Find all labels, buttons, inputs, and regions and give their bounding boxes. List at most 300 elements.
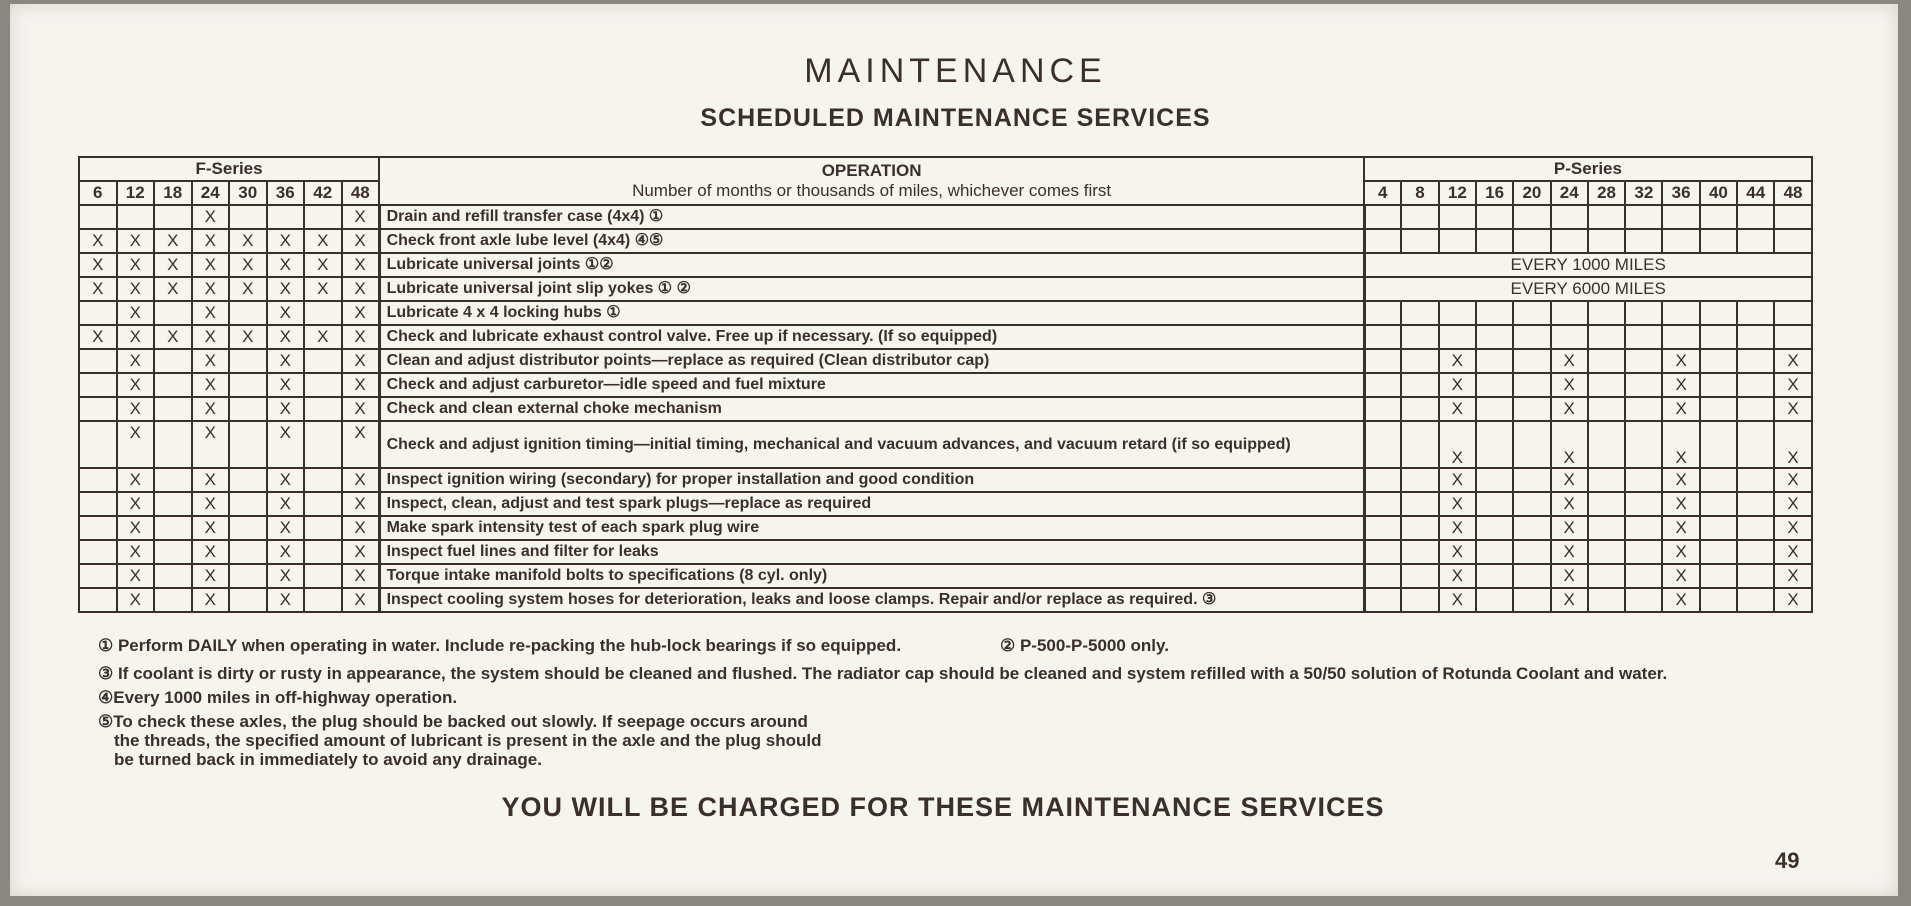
p-series-cell: [1700, 588, 1737, 612]
p-series-cell: [1737, 229, 1774, 253]
operation-cell: Lubricate universal joint slip yokes ① ②: [379, 277, 1364, 301]
f-interval-header: 18: [154, 181, 192, 205]
table-row: [79, 301, 1812, 325]
maintenance-schedule-table: [78, 156, 1813, 613]
p-series-cell: [1737, 468, 1774, 492]
p-series-cell: [1513, 397, 1550, 421]
f-series-cell: [79, 540, 117, 564]
p-series-cell: [1625, 205, 1662, 229]
f-series-cell: [267, 205, 305, 229]
p-series-cell: [1737, 301, 1774, 325]
f-series-cell: [79, 301, 117, 325]
f-series-mark: X: [304, 253, 342, 277]
f-series-mark: X: [342, 253, 380, 277]
p-series-mark: X: [1551, 540, 1588, 564]
f-series-cell: [229, 564, 267, 588]
p-series-mark: X: [1662, 397, 1699, 421]
f-series-mark: X: [117, 373, 155, 397]
p-series-cell: [1774, 325, 1811, 349]
f-series-mark: X: [342, 373, 380, 397]
f-series-mark: X: [267, 540, 305, 564]
f-series-mark: X: [267, 253, 305, 277]
f-series-cell: [304, 205, 342, 229]
f-series-mark: X: [267, 349, 305, 373]
f-series-mark: X: [154, 325, 192, 349]
p-series-cell: [1588, 540, 1625, 564]
p-series-cell: [1364, 373, 1401, 397]
f-series-mark: X: [117, 492, 155, 516]
operation-label: OPERATION: [821, 161, 922, 180]
table-row: [79, 540, 1812, 564]
p-series-cell: [1737, 492, 1774, 516]
p-series-cell: [1364, 588, 1401, 612]
table-row: [79, 492, 1812, 516]
f-series-mark: X: [229, 325, 267, 349]
p-series-cell: [1513, 492, 1550, 516]
footnote-4: ④Every 1000 miles in off-highway operation.: [98, 688, 458, 707]
f-series-cell: [229, 468, 267, 492]
p-series-cell: [1513, 421, 1550, 468]
p-series-mark: X: [1774, 516, 1811, 540]
f-series-mark: X: [267, 229, 305, 253]
p-series-cell: [1625, 373, 1662, 397]
f-series-cell: [304, 540, 342, 564]
p-series-cell: [1588, 373, 1625, 397]
p-series-cell: [1476, 205, 1513, 229]
p-series-mark: X: [1551, 421, 1588, 468]
p-series-cell: [1737, 516, 1774, 540]
p-series-mark: X: [1551, 492, 1588, 516]
f-series-cell: [154, 588, 192, 612]
p-interval-header: 36: [1662, 181, 1699, 205]
p-series-cell: [1513, 229, 1550, 253]
p-series-cell: [1513, 468, 1550, 492]
p-series-cell: [1513, 325, 1550, 349]
table-row: [79, 325, 1812, 349]
p-series-cell: [1774, 301, 1811, 325]
f-series-mark: X: [117, 421, 155, 468]
p-interval-header: 24: [1551, 181, 1588, 205]
operation-cell: Inspect, clean, adjust and test spark plugs—replace as required: [379, 492, 1364, 516]
f-series-cell: [154, 421, 192, 468]
p-series-mark: X: [1439, 588, 1476, 612]
p-series-mark: X: [1774, 564, 1811, 588]
p-series-cell: [1513, 349, 1550, 373]
p-series-cell: [1700, 468, 1737, 492]
f-series-mark: X: [342, 421, 380, 468]
operation-cell: Lubricate universal joints ①②: [379, 253, 1364, 277]
p-series-cell: [1364, 229, 1401, 253]
operation-cell: Check front axle lube level (4x4) ④⑤: [379, 229, 1364, 253]
f-series-cell: [229, 373, 267, 397]
p-series-cell: [1588, 492, 1625, 516]
table-row: [79, 253, 1812, 277]
f-series-mark: X: [229, 253, 267, 277]
p-series-cell: [1737, 421, 1774, 468]
table-row: [79, 468, 1812, 492]
p-series-cell: [1364, 516, 1401, 540]
f-series-mark: X: [304, 277, 342, 301]
p-series-cell: [1774, 205, 1811, 229]
p-series-cell: [1364, 325, 1401, 349]
f-series-cell: [79, 373, 117, 397]
f-interval-header: 48: [342, 181, 380, 205]
f-series-mark: X: [192, 373, 230, 397]
p-series-cell: [1401, 564, 1438, 588]
p-series-cell: [1476, 397, 1513, 421]
p-series-cell: [1551, 205, 1588, 229]
p-interval-header: 28: [1588, 181, 1625, 205]
f-series-cell: [79, 397, 117, 421]
operation-cell: Drain and refill transfer case (4x4) ①: [379, 205, 1364, 229]
p-series-cell: [1625, 325, 1662, 349]
f-series-cell: [229, 540, 267, 564]
p-series-mark: X: [1551, 588, 1588, 612]
p-series-mark: X: [1662, 540, 1699, 564]
p-series-cell: [1588, 588, 1625, 612]
f-series-mark: X: [192, 564, 230, 588]
f-series-mark: X: [117, 516, 155, 540]
f-interval-header: 42: [304, 181, 342, 205]
p-series-mark: X: [1662, 373, 1699, 397]
p-series-cell: [1625, 349, 1662, 373]
f-series-mark: X: [342, 349, 380, 373]
f-series-cell: [229, 397, 267, 421]
f-series-mark: X: [192, 349, 230, 373]
f-series-cell: [304, 588, 342, 612]
f-series-cell: [304, 373, 342, 397]
f-series-mark: X: [342, 468, 380, 492]
f-series-mark: X: [267, 516, 305, 540]
p-series-cell: [1364, 492, 1401, 516]
f-series-cell: [117, 205, 155, 229]
f-series-mark: X: [342, 325, 380, 349]
p-series-mark: X: [1439, 468, 1476, 492]
table-row: [79, 205, 1812, 229]
operation-cell: Check and adjust ignition timing—initial timing, mechanical and vacuum advances, and vacuum retard (if so equipped): [379, 421, 1364, 468]
p-series-cell: [1625, 397, 1662, 421]
f-series-mark: X: [229, 229, 267, 253]
p-series-cell: [1625, 229, 1662, 253]
p-series-cell: [1401, 229, 1438, 253]
p-series-cell: [1476, 301, 1513, 325]
p-series-cell: [1737, 564, 1774, 588]
p-series-header: P-Series: [1364, 157, 1812, 181]
p-series-cell: [1551, 301, 1588, 325]
p-series-mark: X: [1774, 397, 1811, 421]
f-series-cell: [154, 540, 192, 564]
p-interval-header: 4: [1364, 181, 1401, 205]
p-series-cell: [1737, 540, 1774, 564]
table-row: [79, 564, 1812, 588]
p-series-cell: [1588, 205, 1625, 229]
f-series-header: F-Series: [79, 157, 379, 181]
f-interval-header: 6: [79, 181, 117, 205]
p-series-cell: [1774, 229, 1811, 253]
f-series-cell: [304, 349, 342, 373]
f-series-mark: X: [304, 229, 342, 253]
p-series-cell: [1364, 349, 1401, 373]
p-series-mark: X: [1662, 349, 1699, 373]
p-series-cell: [1364, 564, 1401, 588]
p-series-cell: [1401, 588, 1438, 612]
p-series-cell: [1700, 540, 1737, 564]
p-series-cell: [1364, 540, 1401, 564]
p-series-cell: [1737, 588, 1774, 612]
p-series-cell: [1700, 325, 1737, 349]
f-series-mark: X: [267, 373, 305, 397]
f-series-mark: X: [267, 492, 305, 516]
p-series-mark: X: [1662, 492, 1699, 516]
p-series-cell: [1588, 301, 1625, 325]
p-series-cell: [1625, 301, 1662, 325]
p-series-cell: [1625, 564, 1662, 588]
f-series-mark: X: [117, 540, 155, 564]
p-series-cell: [1401, 397, 1438, 421]
f-interval-header: 30: [229, 181, 267, 205]
f-series-mark: X: [79, 253, 117, 277]
f-series-cell: [79, 564, 117, 588]
f-series-cell: [79, 468, 117, 492]
p-series-mark: X: [1551, 373, 1588, 397]
f-series-cell: [229, 205, 267, 229]
p-series-mark: X: [1439, 349, 1476, 373]
f-series-mark: X: [192, 277, 230, 301]
f-series-mark: X: [192, 468, 230, 492]
f-series-mark: X: [117, 349, 155, 373]
p-series-mark: X: [1662, 588, 1699, 612]
f-series-mark: X: [117, 277, 155, 301]
p-series-cell: [1401, 516, 1438, 540]
f-series-cell: [79, 588, 117, 612]
p-series-mark: X: [1551, 397, 1588, 421]
p-series-cell: [1700, 349, 1737, 373]
f-series-mark: X: [304, 325, 342, 349]
p-series-cell: [1700, 301, 1737, 325]
footnote-5-line-2: the threads, the specified amount of lubricant is present in the axle and the plug should: [114, 731, 822, 750]
header-row: [79, 157, 1812, 181]
p-series-cell: [1364, 468, 1401, 492]
f-series-cell: [304, 421, 342, 468]
p-series-cell: [1513, 373, 1550, 397]
p-series-cell: [1476, 325, 1513, 349]
operation-cell: Check and lubricate exhaust control valve. Free up if necessary. (If so equipped): [379, 325, 1364, 349]
p-series-cell: [1476, 421, 1513, 468]
f-series-cell: [154, 564, 192, 588]
p-series-mark: X: [1774, 492, 1811, 516]
p-interval-header: 48: [1774, 181, 1811, 205]
p-interval-header: 40: [1700, 181, 1737, 205]
f-series-mark: X: [342, 564, 380, 588]
f-series-mark: X: [267, 468, 305, 492]
footnote-5-line-1: ⑤To check these axles, the plug should be backed out slowly. If seepage occurs around: [98, 712, 808, 731]
f-series-mark: X: [79, 229, 117, 253]
p-series-cell: [1588, 325, 1625, 349]
f-series-cell: [304, 564, 342, 588]
p-series-cell: [1476, 373, 1513, 397]
p-series-cell: [1662, 301, 1699, 325]
f-series-mark: X: [117, 397, 155, 421]
p-series-cell: [1662, 325, 1699, 349]
f-series-mark: X: [267, 564, 305, 588]
p-series-cell: [1476, 588, 1513, 612]
p-series-cell: [1513, 588, 1550, 612]
f-series-cell: [79, 349, 117, 373]
p-series-cell: [1737, 325, 1774, 349]
f-series-cell: [229, 516, 267, 540]
p-series-mark: X: [1439, 564, 1476, 588]
f-series-mark: X: [192, 229, 230, 253]
operation-cell: Inspect cooling system hoses for deterioration, leaks and loose clamps. Repair and/or replace as required. ③: [379, 588, 1364, 612]
f-series-mark: X: [342, 205, 380, 229]
charge-notice: YOU WILL BE CHARGED FOR THESE MAINTENANCE SERVICES: [501, 792, 1385, 822]
p-series-mark: X: [1662, 516, 1699, 540]
p-series-cell: [1700, 492, 1737, 516]
f-series-mark: X: [342, 492, 380, 516]
f-series-mark: X: [117, 301, 155, 325]
f-series-mark: X: [192, 516, 230, 540]
f-series-mark: X: [192, 588, 230, 612]
p-series-cell: [1737, 373, 1774, 397]
p-series-cell: [1439, 301, 1476, 325]
operation-cell: Check and adjust carburetor—idle speed and fuel mixture: [379, 373, 1364, 397]
p-series-cell: [1625, 516, 1662, 540]
p-interval-header: 8: [1401, 181, 1438, 205]
f-series-cell: [229, 588, 267, 612]
p-series-cell: [1476, 229, 1513, 253]
f-series-cell: [154, 205, 192, 229]
p-series-cell: [1737, 205, 1774, 229]
p-series-cell: [1513, 205, 1550, 229]
f-interval-header: 24: [192, 181, 230, 205]
p-series-cell: [1662, 229, 1699, 253]
p-series-cell: [1625, 492, 1662, 516]
p-series-cell: [1700, 229, 1737, 253]
f-series-mark: X: [267, 421, 305, 468]
f-series-mark: X: [192, 205, 230, 229]
p-series-cell: [1700, 205, 1737, 229]
p-series-cell: [1401, 205, 1438, 229]
p-series-mark: X: [1551, 349, 1588, 373]
operation-cell: Make spark intensity test of each spark plug wire: [379, 516, 1364, 540]
p-series-cell: [1476, 540, 1513, 564]
f-series-cell: [229, 492, 267, 516]
p-series-cell: [1625, 468, 1662, 492]
f-series-cell: [154, 349, 192, 373]
p-series-cell: [1513, 540, 1550, 564]
p-series-cell: [1588, 229, 1625, 253]
table-row: [79, 397, 1812, 421]
f-series-cell: [154, 397, 192, 421]
f-series-cell: [79, 516, 117, 540]
p-series-cell: [1588, 421, 1625, 468]
p-interval-header: 16: [1476, 181, 1513, 205]
p-series-mark: X: [1439, 540, 1476, 564]
p-series-mark: X: [1551, 468, 1588, 492]
f-series-cell: [304, 301, 342, 325]
p-series-cell: [1401, 301, 1438, 325]
p-series-mark: X: [1662, 468, 1699, 492]
f-series-mark: X: [154, 253, 192, 277]
table-row: [79, 349, 1812, 373]
p-interval-header: 44: [1737, 181, 1774, 205]
p-series-cell: [1513, 564, 1550, 588]
f-series-mark: X: [192, 325, 230, 349]
f-series-cell: [229, 349, 267, 373]
p-series-cell: [1513, 301, 1550, 325]
f-series-mark: X: [342, 277, 380, 301]
p-series-cell: [1476, 492, 1513, 516]
f-series-cell: [79, 421, 117, 468]
p-series-mark: X: [1774, 421, 1811, 468]
p-series-mark: X: [1774, 373, 1811, 397]
f-series-mark: X: [117, 229, 155, 253]
table-row: [79, 516, 1812, 540]
p-series-cell: [1625, 588, 1662, 612]
operation-cell: Lubricate 4 x 4 locking hubs ①: [379, 301, 1364, 325]
f-series-mark: X: [192, 421, 230, 468]
p-series-cell: [1439, 229, 1476, 253]
f-series-mark: X: [192, 492, 230, 516]
p-series-cell: [1551, 229, 1588, 253]
operation-cell: Check and clean external choke mechanism: [379, 397, 1364, 421]
footnote-5-line-3: be turned back in immediately to avoid any drainage.: [114, 750, 542, 769]
f-series-mark: X: [117, 564, 155, 588]
footnote-3: ③ If coolant is dirty or rusty in appearance, the system should be cleaned and flushed. The radiator cap should be cleaned and system refilled with a 50/50 solution of Rotunda Coolant and water.: [98, 664, 1668, 683]
p-series-mark: X: [1662, 421, 1699, 468]
p-series-mark: X: [1774, 349, 1811, 373]
page-subtitle: SCHEDULED MAINTENANCE SERVICES: [700, 104, 1211, 132]
p-series-cell: [1588, 516, 1625, 540]
f-series-mark: X: [229, 277, 267, 301]
operation-cell: Torque intake manifold bolts to specifications (8 cyl. only): [379, 564, 1364, 588]
p-series-cell: [1401, 492, 1438, 516]
f-series-mark: X: [342, 397, 380, 421]
p-series-cell: [1662, 205, 1699, 229]
p-series-cell: [1401, 325, 1438, 349]
p-series-cell: [1588, 564, 1625, 588]
p-series-cell: [1439, 205, 1476, 229]
f-series-cell: [154, 492, 192, 516]
p-series-mark: X: [1439, 492, 1476, 516]
p-series-cell: [1364, 397, 1401, 421]
page-title: MAINTENANCE: [804, 52, 1107, 90]
p-series-cell: [1401, 349, 1438, 373]
p-series-cell: [1625, 540, 1662, 564]
f-series-mark: X: [342, 540, 380, 564]
p-series-mark: X: [1774, 588, 1811, 612]
p-interval-header: 20: [1513, 181, 1550, 205]
f-series-mark: X: [267, 277, 305, 301]
p-series-mark: X: [1439, 516, 1476, 540]
p-series-cell: [1588, 397, 1625, 421]
p-series-mark: X: [1774, 540, 1811, 564]
p-series-cell: [1401, 540, 1438, 564]
table-row: [79, 373, 1812, 397]
p-series-cell: [1364, 205, 1401, 229]
p-series-cell: [1401, 468, 1438, 492]
p-series-cell: [1476, 349, 1513, 373]
p-series-interval-text: EVERY 6000 MILES: [1364, 277, 1812, 301]
p-series-cell: [1588, 468, 1625, 492]
footnote-5: [98, 712, 821, 769]
p-series-cell: [1700, 373, 1737, 397]
f-series-cell: [79, 205, 117, 229]
p-series-mark: X: [1551, 564, 1588, 588]
f-series-mark: X: [117, 253, 155, 277]
p-series-interval-text: EVERY 1000 MILES: [1364, 253, 1812, 277]
operation-sublabel: Number of months or thousands of miles, whichever comes first: [632, 181, 1112, 200]
